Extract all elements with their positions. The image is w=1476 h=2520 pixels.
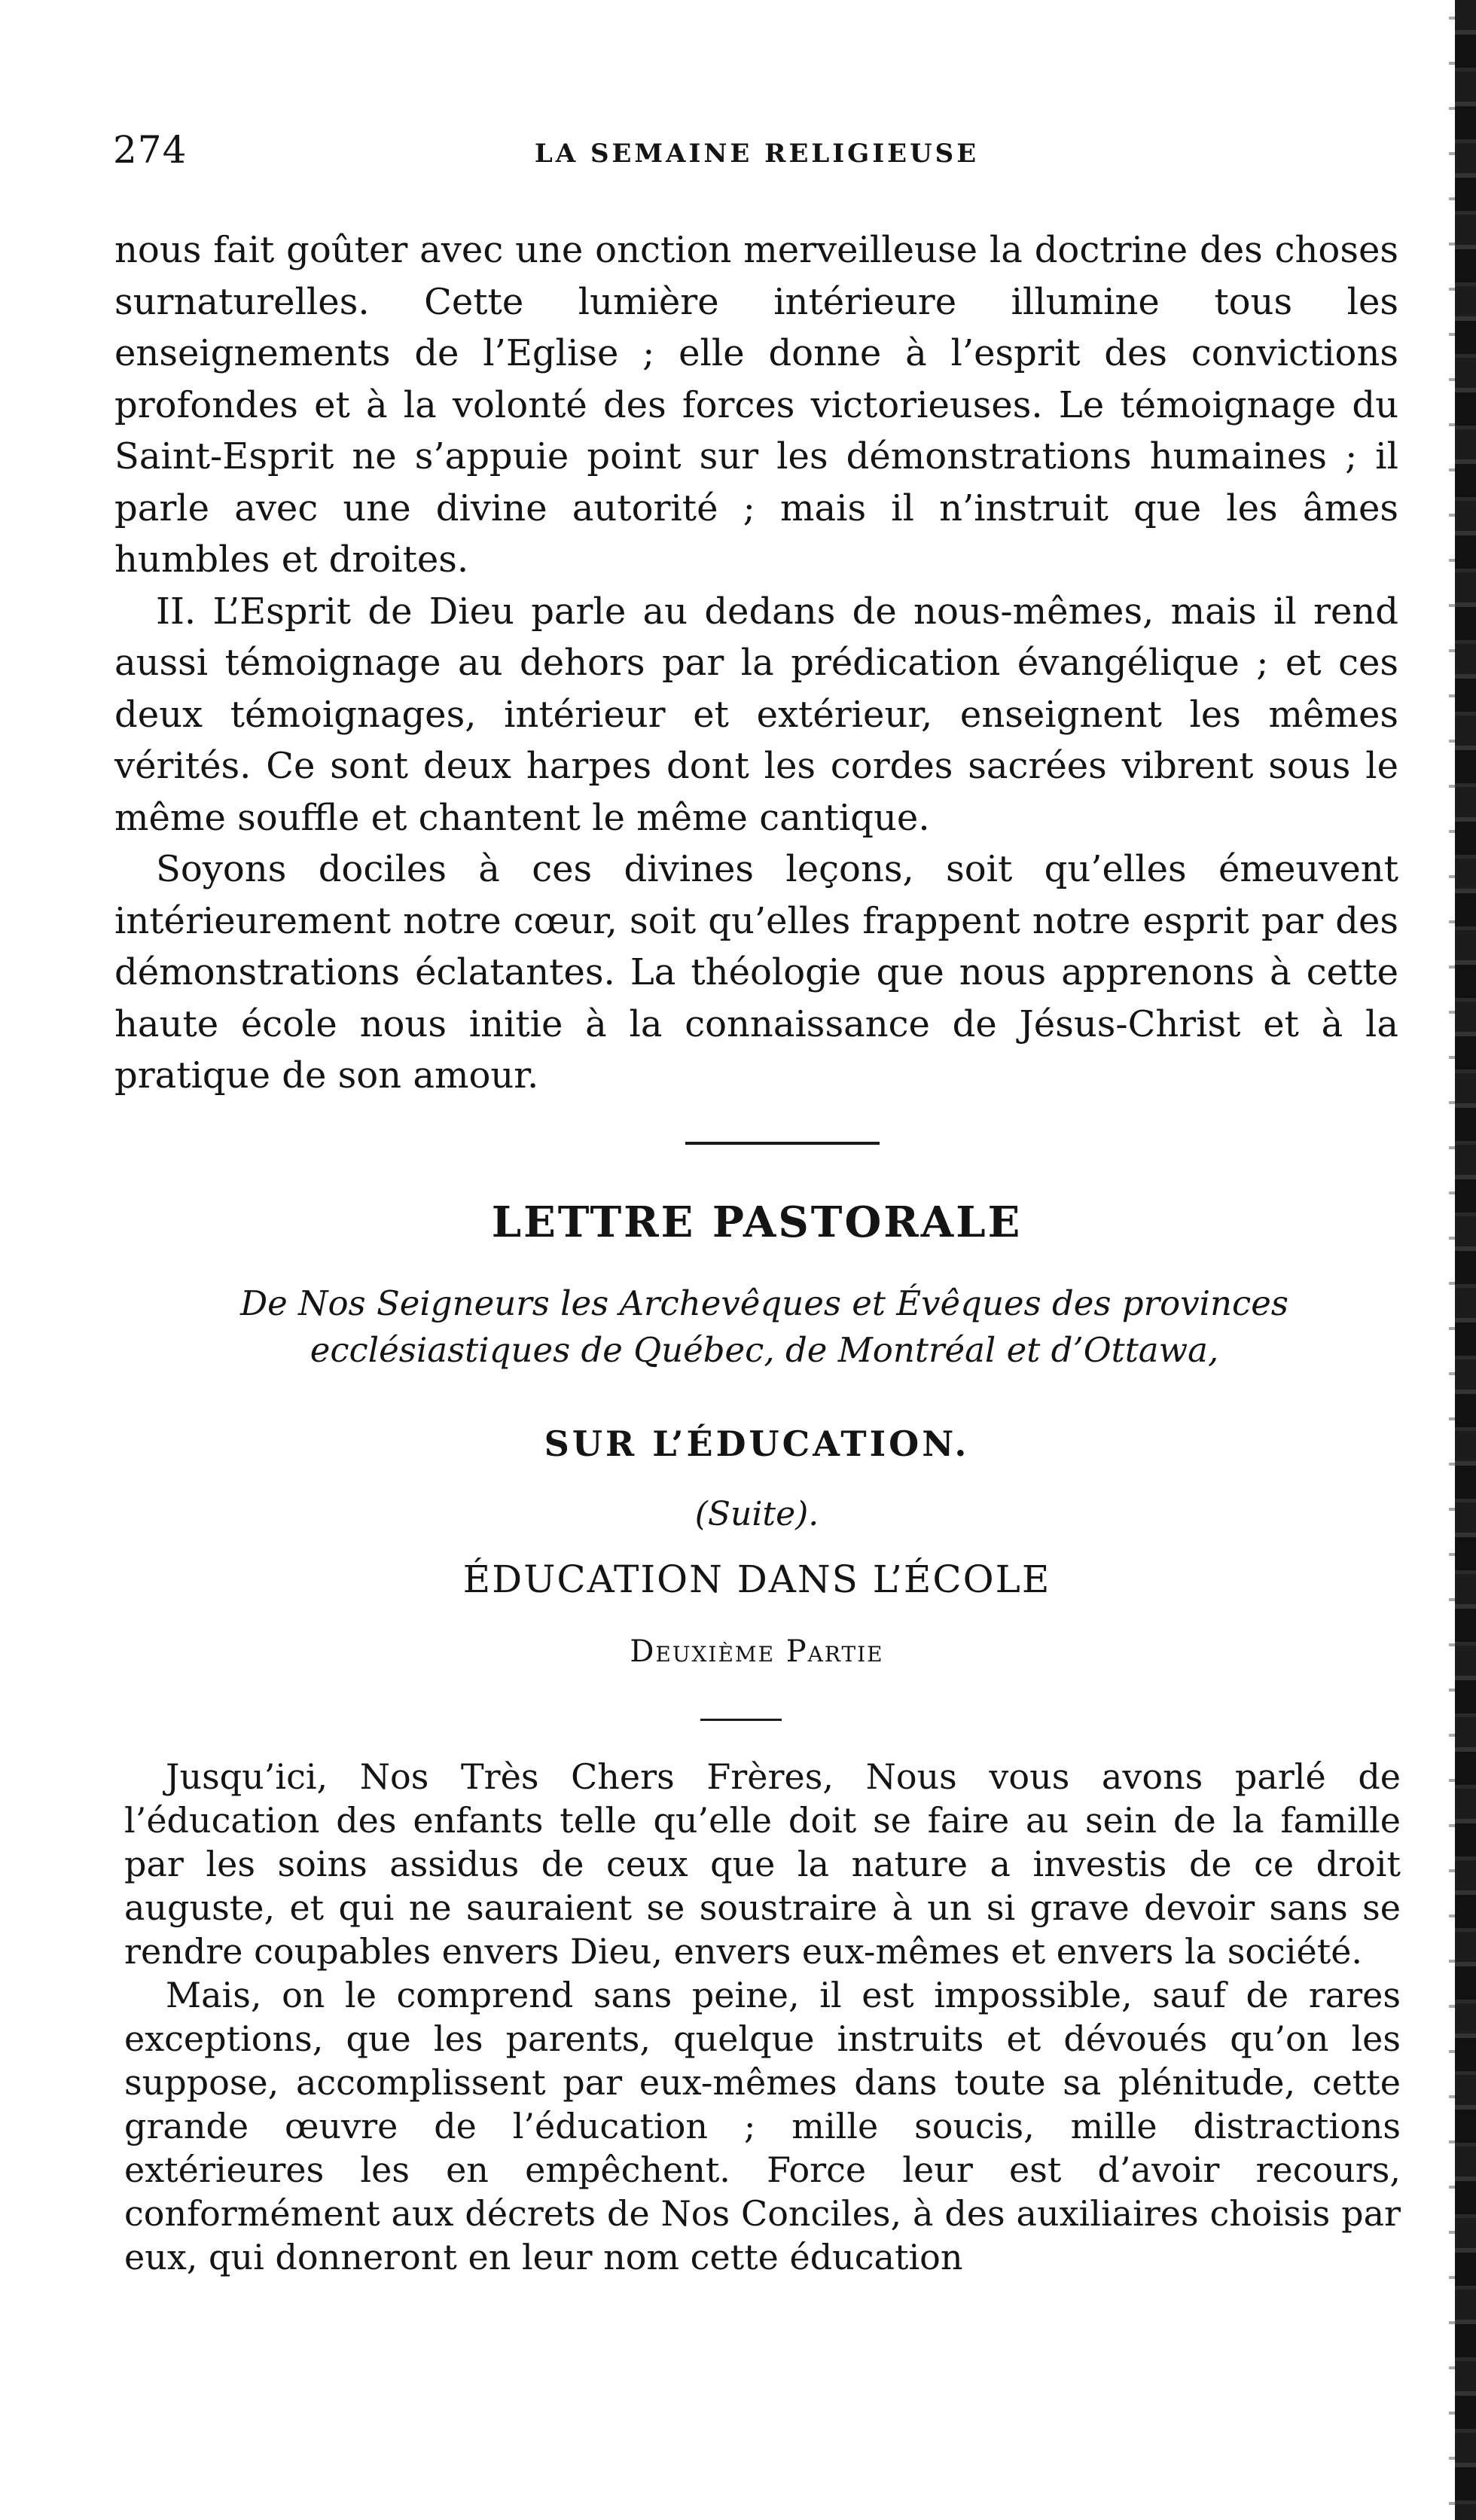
continued-marker: (Suite). (694, 1495, 819, 1533)
letter-subtitle: De Nos Seigneurs les Archevêques et Évêques des provinces ecclésiastiques de Québec, de Montréal et d’Ottawa, (240, 1283, 1288, 1370)
paragraph: II. L’Esprit de Dieu parle au dedans de nous-mêmes, mais il rend aussi témoignage au dehors par la prédication évangélique ; et ces deux témoignages, intérieur et extérieur, enseignent les mêmes vérités. Ce sont deux harpes dont les cordes sacrées vibrent sous le même souffle et chantent le même cantique. (114, 590, 1398, 839)
running-head (113, 128, 1401, 181)
paragraph: Soyons dociles à ces divines leçons, soit qu’elles émeuvent intérieurement notre cœur, soit qu’elles frappent notre esprit par des démonstrations éclatantes. La théologie que nous apprenons à cette haute école nous initie à la connaissance de Jésus-Christ et à la pratique de son amour. (114, 848, 1398, 1097)
part-divider (700, 1719, 782, 1721)
paragraph: Mais, on le comprend sans peine, il est impossible, sauf de rares exceptions, que les parents, quelque instruits et dévoués qu’on les suppose, accomplissent par eux-mêmes dans toute sa plénitude, cette grande œuvre de l’éducation ; mille soucis, mille distractions extérieures les en empêchent. Force leur est d’avoir recours, conformément aux décrets de Nos Conciles, à des auxiliaires choisis par eux, qui donneront en leur nom cette éducation (124, 1975, 1401, 2277)
letter-topic: SUR L’ÉDUCATION. (544, 1423, 970, 1464)
scan-edge (1455, 0, 1476, 2520)
page-number: 274 (113, 128, 188, 172)
paragraph: nous fait goûter avec une onction merveilleuse la doctrine des choses surnaturelles. Cette lumière intérieure illumine tous les enseignements de l’Eglise ; elle donne à l’esprit des convictions profondes et à la volonté des forces victorieuses. Le témoignage du Saint-Esprit ne s’appuie point sur les démonstrations humaines ; il parle avec une divine autorité ; mais il n’instruit que les âmes humbles et droites. (114, 229, 1398, 581)
running-title: LA SEMAINE RELIGIEUSE (534, 139, 980, 169)
section-divider (685, 1142, 880, 1145)
part-heading: Deuxième Partie (630, 1634, 884, 1669)
letter-text (124, 1755, 1401, 2279)
scan-edge-shadow (1449, 0, 1455, 2520)
letter-title: LETTRE PASTORALE (491, 1197, 1023, 1247)
section-heading: ÉDUCATION DANS L’ÉCOLE (462, 1557, 1051, 1601)
paragraph: Jusqu’ici, Nos Très Chers Frères, Nous vous avons parlé de l’éducation des enfants telle qu’elle doit se faire au sein de la famille par les soins assidus de ceux que la nature a investis de ce droit auguste, et qui ne sauraient se soustraire à un si grave devoir sans se rendre coupables envers Dieu, envers eux-mêmes et envers la société. (124, 1756, 1401, 1972)
continuation-text (114, 224, 1398, 1102)
